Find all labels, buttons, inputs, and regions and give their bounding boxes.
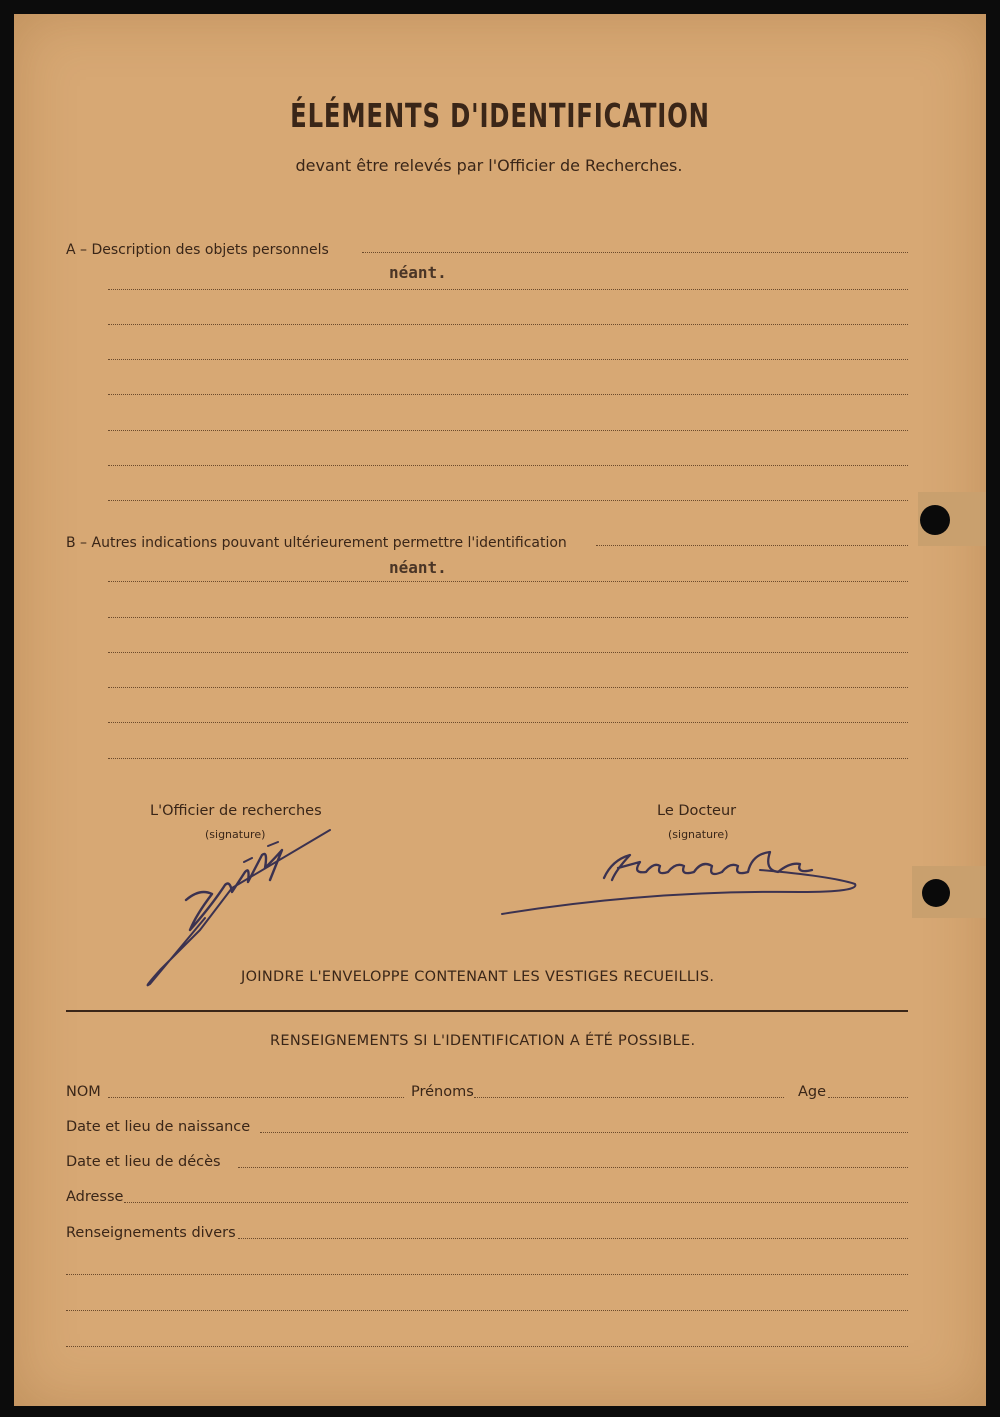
prenoms-field[interactable]	[474, 1097, 784, 1098]
section-b-label: B – Autres indications pouvant ultérieurement permettre l'identification	[66, 535, 567, 551]
identification-heading: RENSEIGNEMENTS SI L'IDENTIFICATION A ÉTÉ POSSIBLE.	[270, 1033, 696, 1049]
section-a-label: A – Description des objets personnels	[66, 242, 329, 258]
doctor-signature-note: (signature)	[668, 828, 729, 841]
naissance-label: Date et lieu de naissance	[66, 1119, 251, 1135]
divers-field-line[interactable]	[66, 1310, 908, 1311]
divers-field-line[interactable]	[66, 1346, 908, 1347]
section-b-value: néant.	[389, 558, 447, 577]
naissance-field[interactable]	[260, 1132, 908, 1133]
nom-field[interactable]	[108, 1097, 404, 1098]
divers-field-line[interactable]	[66, 1274, 908, 1275]
form-subtitle: devant être relevés par l'Officier de Recherches.	[295, 156, 683, 175]
enclose-envelope-instruction: JOINDRE L'ENVELOPPE CONTENANT LES VESTIGES RECUEILLIS.	[241, 969, 715, 985]
adresse-field[interactable]	[124, 1202, 908, 1203]
age-label: Age	[798, 1084, 827, 1100]
doctor-label: Le Docteur	[657, 803, 737, 819]
divers-label: Renseignements divers	[66, 1225, 236, 1241]
age-field[interactable]	[828, 1097, 908, 1098]
deces-field[interactable]	[238, 1167, 908, 1168]
adresse-label: Adresse	[66, 1189, 124, 1205]
divers-field[interactable]	[238, 1238, 908, 1239]
officer-label: L'Officier de recherches	[150, 803, 322, 819]
officer-signature-note: (signature)	[205, 828, 266, 841]
deces-label: Date et lieu de décès	[66, 1154, 221, 1170]
form-title: ÉLÉMENTS D'IDENTIFICATION	[290, 96, 710, 135]
prenoms-label: Prénoms	[411, 1084, 474, 1100]
section-a-value: néant.	[389, 263, 447, 282]
nom-label: NOM	[66, 1084, 101, 1100]
section-divider	[66, 1010, 908, 1012]
